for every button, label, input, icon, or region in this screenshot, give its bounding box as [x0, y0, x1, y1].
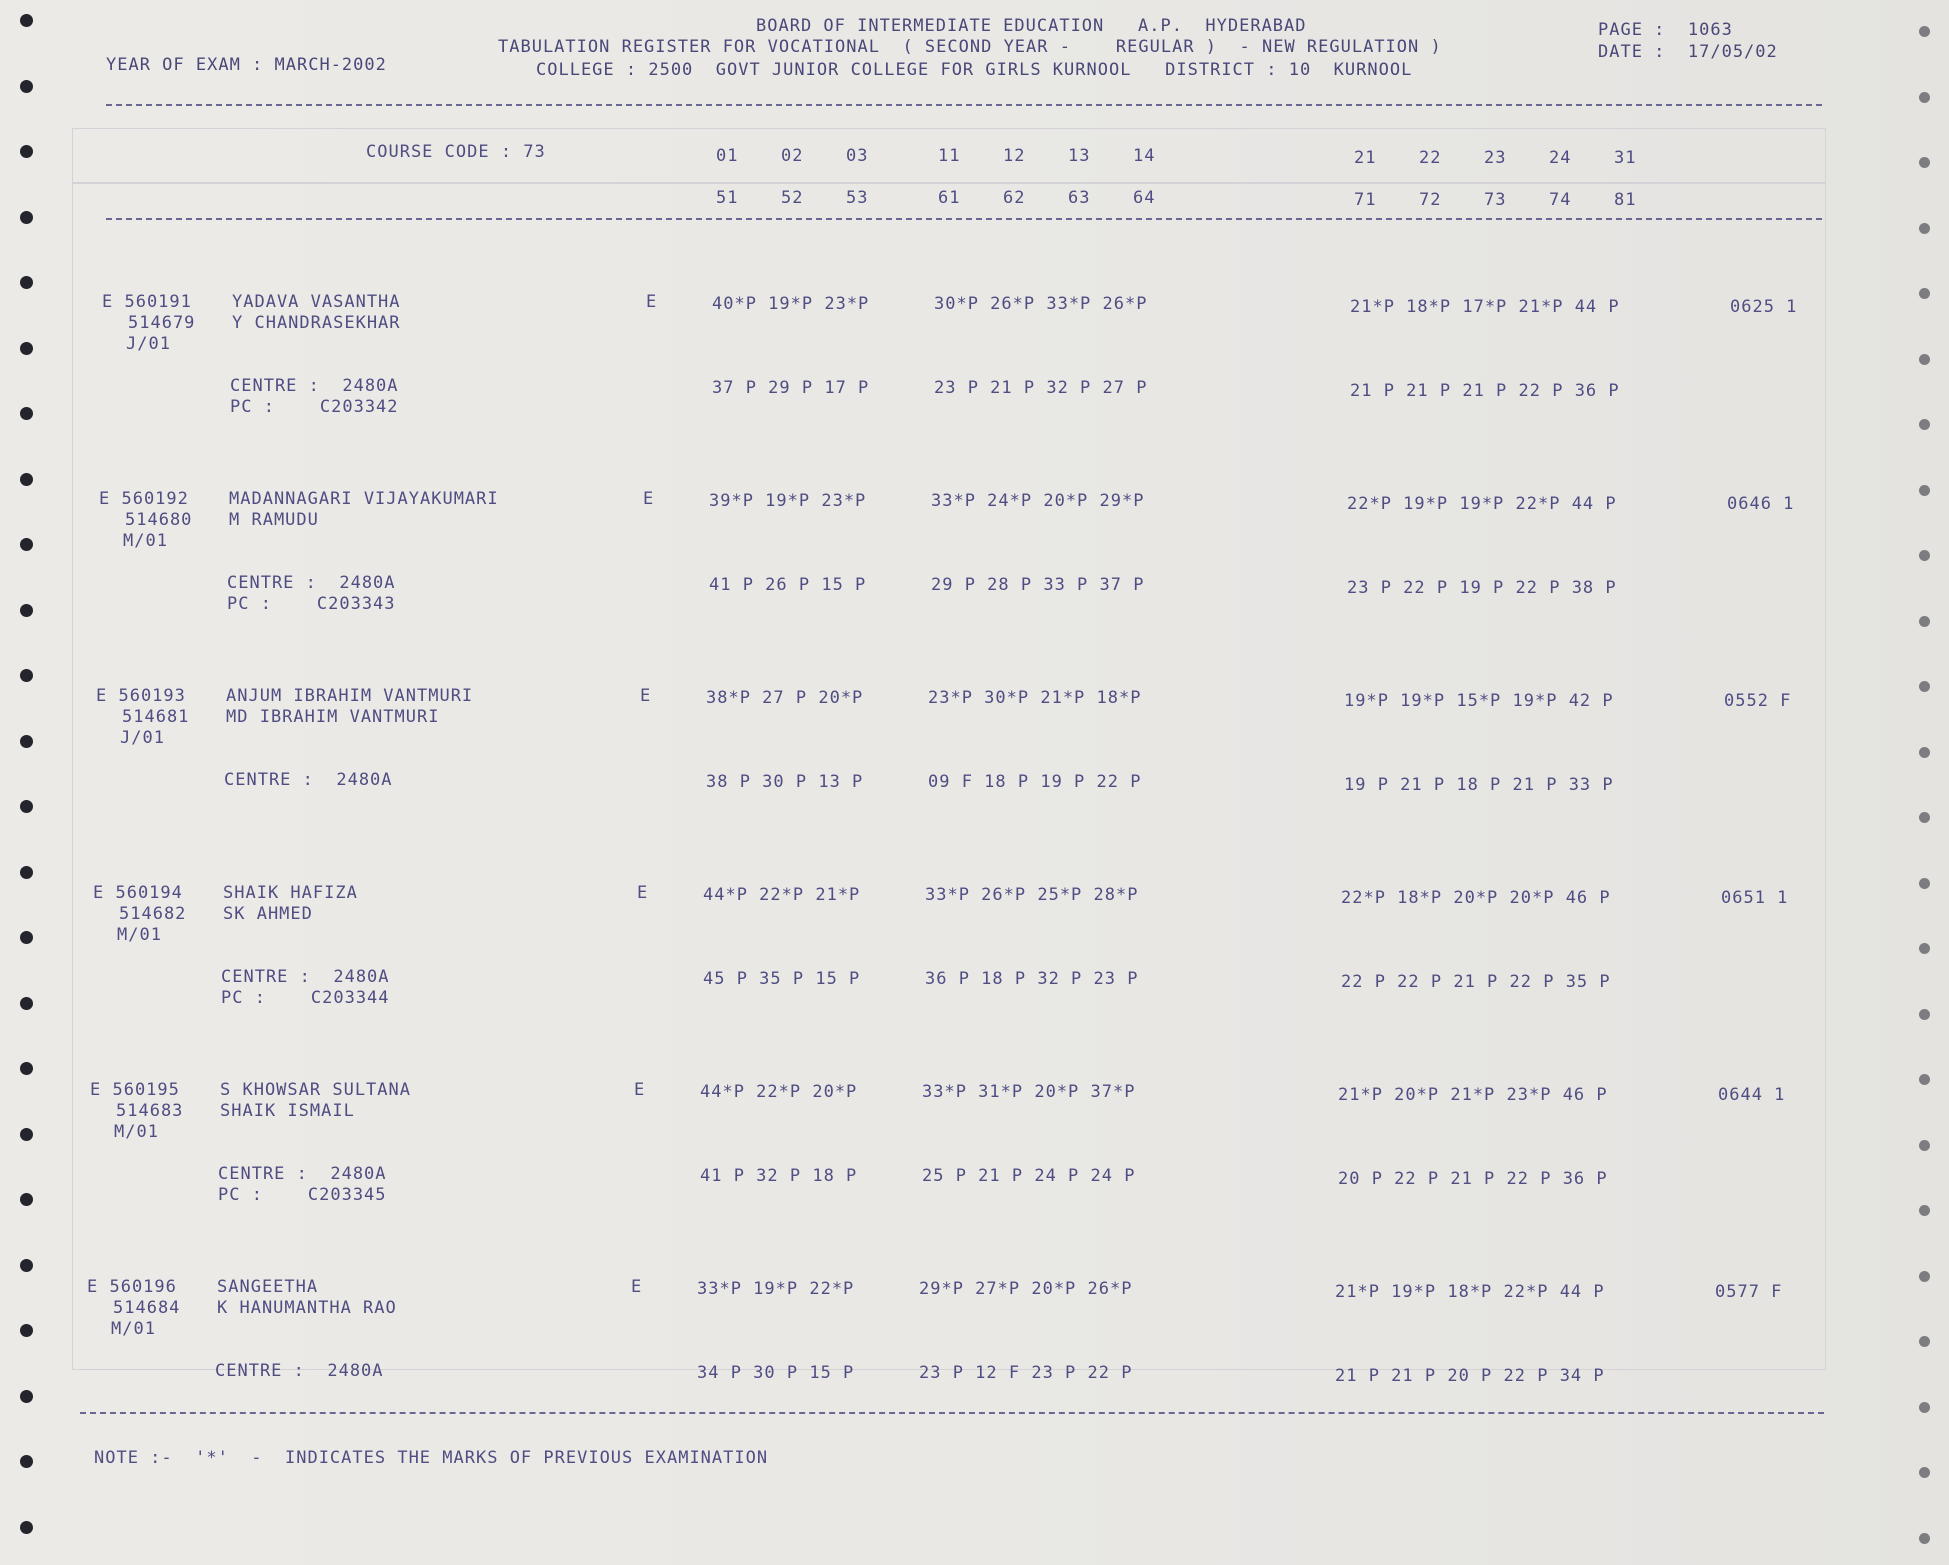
- perforation-hole: [1919, 354, 1930, 365]
- student-name: S KHOWSAR SULTANA: [220, 1080, 411, 1100]
- perforation-hole: [20, 1324, 33, 1337]
- student-code: J/01: [120, 728, 165, 748]
- column-code: 81: [1614, 190, 1637, 210]
- marks-group-1-second: 34 P 30 P 15 P: [697, 1363, 855, 1383]
- marks-group-2: 33*P 24*P 20*P 29*P: [931, 491, 1145, 511]
- marks-group-1: 39*P 19*P 23*P: [709, 491, 867, 511]
- page-number: PAGE : 1063: [1598, 20, 1733, 40]
- footer-rule: [80, 1412, 1824, 1414]
- perforation-hole: [20, 1455, 33, 1468]
- perforation-hole: [20, 473, 33, 486]
- marks-group-1-second: 41 P 32 P 18 P: [700, 1166, 858, 1186]
- perforation-hole: [1919, 812, 1930, 823]
- perforation-hole: [20, 1193, 33, 1206]
- columns-rule: [106, 218, 1822, 220]
- perforation-hole: [20, 1390, 33, 1403]
- marks-group-2-second: 09 F 18 P 19 P 22 P: [928, 772, 1142, 792]
- marks-group-1: 44*P 22*P 20*P: [700, 1082, 858, 1102]
- preprinted-grid-box: [72, 182, 1826, 184]
- perforation-hole: [1919, 419, 1930, 430]
- student-name: SHAIK HAFIZA: [223, 883, 358, 903]
- father-name: K HANUMANTHA RAO: [217, 1298, 397, 1318]
- perforation-hole: [20, 1521, 33, 1534]
- perforation-hole: [20, 1259, 33, 1272]
- perforation-hole: [20, 211, 33, 224]
- marks-group-1-second: 38 P 30 P 13 P: [706, 772, 864, 792]
- hall-ticket-number: E 560191: [102, 292, 192, 312]
- marks-group-3: 22*P 18*P 20*P 20*P 46 P: [1341, 888, 1611, 908]
- father-name: Y CHANDRASEKHAR: [232, 313, 401, 333]
- marks-group-3-second: 19 P 21 P 18 P 21 P 33 P: [1344, 775, 1614, 795]
- marks-group-2: 30*P 26*P 33*P 26*P: [934, 294, 1148, 314]
- perforation-hole: [20, 604, 33, 617]
- marks-group-3: 21*P 20*P 21*P 23*P 46 P: [1338, 1085, 1608, 1105]
- perforation-hole: [1919, 943, 1930, 954]
- centre: CENTRE : 2480A: [221, 967, 390, 987]
- column-code: 74: [1549, 190, 1572, 210]
- perforation-hole: [1919, 616, 1930, 627]
- student-code: M/01: [117, 925, 162, 945]
- column-code: 02: [781, 146, 804, 166]
- perforation-hole: [1919, 1533, 1930, 1544]
- hall-ticket-number: E 560194: [93, 883, 183, 903]
- perforation-hole: [1919, 550, 1930, 561]
- marks-group-1: 40*P 19*P 23*P: [712, 294, 870, 314]
- column-code: 23: [1484, 148, 1507, 168]
- marks-group-2-second: 23 P 21 P 32 P 27 P: [934, 378, 1148, 398]
- marks-group-3: 21*P 19*P 18*P 22*P 44 P: [1335, 1282, 1605, 1302]
- perforation-hole: [20, 735, 33, 748]
- student-code: J/01: [126, 334, 171, 354]
- pc-number: PC : C203345: [218, 1185, 387, 1205]
- perforation-hole: [1919, 1336, 1930, 1347]
- register-number: 514683: [116, 1101, 184, 1121]
- marks-group-2-second: 23 P 12 F 23 P 22 P: [919, 1363, 1133, 1383]
- pc-number: PC : C203342: [230, 397, 399, 417]
- hall-ticket-number: E 560192: [99, 489, 189, 509]
- perforation-hole: [1919, 485, 1930, 496]
- marks-group-1-second: 45 P 35 P 15 P: [703, 969, 861, 989]
- perforation-hole: [1919, 26, 1930, 37]
- course-code: COURSE CODE : 73: [366, 142, 546, 162]
- perforation-hole: [1919, 1402, 1930, 1413]
- centre: CENTRE : 2480A: [215, 1361, 384, 1381]
- hall-ticket-number: E 560193: [96, 686, 186, 706]
- column-code: 03: [846, 146, 869, 166]
- year-of-exam: YEAR OF EXAM : MARCH-2002: [106, 55, 387, 75]
- father-name: SK AHMED: [223, 904, 313, 924]
- column-code: 53: [846, 188, 869, 208]
- marks-group-2-second: 29 P 28 P 33 P 37 P: [931, 575, 1145, 595]
- perforation-hole: [1919, 1009, 1930, 1020]
- column-code: 14: [1133, 146, 1156, 166]
- register-title: TABULATION REGISTER FOR VOCATIONAL ( SECOND YEAR - REGULAR ) - NEW REGULATION ): [498, 37, 1442, 57]
- marks-group-3-second: 23 P 22 P 19 P 22 P 38 P: [1347, 578, 1617, 598]
- column-code: 13: [1068, 146, 1091, 166]
- perforation-hole: [1919, 1271, 1930, 1282]
- father-name: MD IBRAHIM VANTMURI: [226, 707, 440, 727]
- perforation-hole: [1919, 223, 1930, 234]
- perforation-hole: [20, 342, 33, 355]
- marks-group-2: 29*P 27*P 20*P 26*P: [919, 1279, 1133, 1299]
- marks-group-3-second: 21 P 21 P 21 P 22 P 36 P: [1350, 381, 1620, 401]
- hall-ticket-number: E 560195: [90, 1080, 180, 1100]
- total-and-result: 0552 F: [1724, 691, 1792, 711]
- marks-group-2-second: 25 P 21 P 24 P 24 P: [922, 1166, 1136, 1186]
- marks-group-3: 19*P 19*P 15*P 19*P 42 P: [1344, 691, 1614, 711]
- board-title: BOARD OF INTERMEDIATE EDUCATION A.P. HYDERABAD: [756, 16, 1307, 36]
- total-and-result: 0644 1: [1718, 1085, 1786, 1105]
- column-code: 63: [1068, 188, 1091, 208]
- centre: CENTRE : 2480A: [230, 376, 399, 396]
- perforation-hole: [20, 1062, 33, 1075]
- column-code: 24: [1549, 148, 1572, 168]
- perforation-hole: [20, 866, 33, 879]
- medium: E: [643, 489, 655, 509]
- medium: E: [637, 883, 649, 903]
- perforation-hole: [1919, 747, 1930, 758]
- perforation-hole: [1919, 1074, 1930, 1085]
- column-code: 71: [1354, 190, 1377, 210]
- perforation-hole: [20, 276, 33, 289]
- column-code: 22: [1419, 148, 1442, 168]
- perforation-hole: [20, 538, 33, 551]
- column-code: 73: [1484, 190, 1507, 210]
- total-and-result: 0651 1: [1721, 888, 1789, 908]
- student-name: YADAVA VASANTHA: [232, 292, 401, 312]
- column-code: 01: [716, 146, 739, 166]
- centre: CENTRE : 2480A: [227, 573, 396, 593]
- marks-group-3: 22*P 19*P 19*P 22*P 44 P: [1347, 494, 1617, 514]
- student-code: M/01: [114, 1122, 159, 1142]
- perforation-hole: [1919, 1467, 1930, 1478]
- perforation-hole: [1919, 288, 1930, 299]
- father-name: M RAMUDU: [229, 510, 319, 530]
- perforation-hole: [1919, 157, 1930, 168]
- total-and-result: 0646 1: [1727, 494, 1795, 514]
- hall-ticket-number: E 560196: [87, 1277, 177, 1297]
- perforation-hole: [20, 145, 33, 158]
- perforation-hole: [1919, 681, 1930, 692]
- marks-group-3: 21*P 18*P 17*P 21*P 44 P: [1350, 297, 1620, 317]
- column-code: 61: [938, 188, 961, 208]
- pc-number: PC : C203343: [227, 594, 396, 614]
- column-code: 11: [938, 146, 961, 166]
- centre: CENTRE : 2480A: [218, 1164, 387, 1184]
- print-date: DATE : 17/05/02: [1598, 42, 1778, 62]
- perforation-hole: [20, 931, 33, 944]
- column-code: 62: [1003, 188, 1026, 208]
- medium: E: [634, 1080, 646, 1100]
- perforation-hole: [20, 997, 33, 1010]
- perforation-hole: [20, 80, 33, 93]
- student-name: MADANNAGARI VIJAYAKUMARI: [229, 489, 499, 509]
- register-number: 514682: [119, 904, 187, 924]
- total-and-result: 0577 F: [1715, 1282, 1783, 1302]
- column-code: 52: [781, 188, 804, 208]
- perforation-hole: [1919, 1140, 1930, 1151]
- column-code: 64: [1133, 188, 1156, 208]
- student-name: ANJUM IBRAHIM VANTMURI: [226, 686, 474, 706]
- perforation-hole: [20, 407, 33, 420]
- marks-group-2: 33*P 26*P 25*P 28*P: [925, 885, 1139, 905]
- student-code: M/01: [123, 531, 168, 551]
- father-name: SHAIK ISMAIL: [220, 1101, 355, 1121]
- perforation-hole: [1919, 1205, 1930, 1216]
- register-number: 514684: [113, 1298, 181, 1318]
- medium: E: [646, 292, 658, 312]
- register-number: 514679: [128, 313, 196, 333]
- total-and-result: 0625 1: [1730, 297, 1798, 317]
- register-number: 514680: [125, 510, 193, 530]
- student-name: SANGEETHA: [217, 1277, 319, 1297]
- marks-group-1-second: 37 P 29 P 17 P: [712, 378, 870, 398]
- medium: E: [640, 686, 652, 706]
- centre: CENTRE : 2480A: [224, 770, 393, 790]
- perforation-hole: [20, 800, 33, 813]
- perforation-hole: [20, 14, 33, 27]
- student-code: M/01: [111, 1319, 156, 1339]
- perforation-hole: [20, 669, 33, 682]
- column-code: 72: [1419, 190, 1442, 210]
- column-code: 51: [716, 188, 739, 208]
- marks-group-1: 33*P 19*P 22*P: [697, 1279, 855, 1299]
- marks-group-3-second: 21 P 21 P 20 P 22 P 34 P: [1335, 1366, 1605, 1386]
- perforation-hole: [1919, 92, 1930, 103]
- marks-group-1: 44*P 22*P 21*P: [703, 885, 861, 905]
- college-line: COLLEGE : 2500 GOVT JUNIOR COLLEGE FOR GIRLS KURNOOL DISTRICT : 10 KURNOOL: [536, 60, 1413, 80]
- right-perforation-strip: [1901, 0, 1949, 1565]
- pc-number: PC : C203344: [221, 988, 390, 1008]
- footnote: NOTE :- '*' - INDICATES THE MARKS OF PREVIOUS EXAMINATION: [94, 1448, 769, 1468]
- marks-group-1-second: 41 P 26 P 15 P: [709, 575, 867, 595]
- perforation-hole: [20, 1128, 33, 1141]
- perforation-hole: [1919, 878, 1930, 889]
- column-code: 21: [1354, 148, 1377, 168]
- marks-group-3-second: 20 P 22 P 21 P 22 P 36 P: [1338, 1169, 1608, 1189]
- register-number: 514681: [122, 707, 190, 727]
- marks-group-2: 23*P 30*P 21*P 18*P: [928, 688, 1142, 708]
- header-rule: [106, 104, 1822, 106]
- medium: E: [631, 1277, 643, 1297]
- column-code: 31: [1614, 148, 1637, 168]
- marks-group-3-second: 22 P 22 P 21 P 22 P 35 P: [1341, 972, 1611, 992]
- marks-group-1: 38*P 27 P 20*P: [706, 688, 864, 708]
- marks-group-2: 33*P 31*P 20*P 37*P: [922, 1082, 1136, 1102]
- column-code: 12: [1003, 146, 1026, 166]
- left-perforation-strip: [0, 0, 52, 1565]
- marks-group-2-second: 36 P 18 P 32 P 23 P: [925, 969, 1139, 989]
